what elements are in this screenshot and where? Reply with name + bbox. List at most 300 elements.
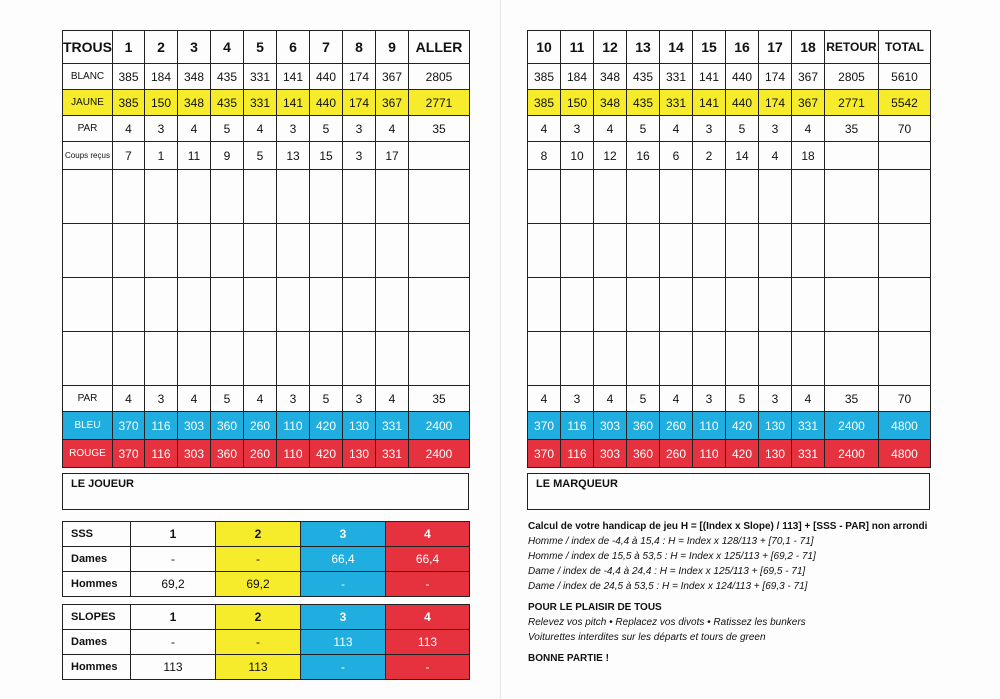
cell: 331	[660, 90, 693, 116]
calc-line: Dame / index de -4,4 à 24,4 : H = Index x 125/113 + [69,5 - 71]	[528, 566, 806, 577]
joueur-label: LE JOUEUR	[71, 478, 134, 490]
sss-dames-row	[63, 547, 470, 572]
score-cell[interactable]	[178, 170, 211, 224]
score-cell[interactable]	[660, 332, 693, 386]
cell: 5542	[879, 90, 931, 116]
cell: 130	[759, 412, 792, 440]
score-cell[interactable]	[244, 170, 277, 224]
cell: 4	[528, 116, 561, 142]
par-row	[63, 116, 470, 142]
score-cell[interactable]	[211, 170, 244, 224]
score-cell[interactable]	[310, 170, 343, 224]
hole-15: 15	[693, 31, 726, 64]
row-label: PAR	[63, 386, 113, 412]
cell: -	[301, 655, 386, 680]
cell: 348	[594, 90, 627, 116]
cell: 370	[113, 440, 145, 468]
cell: 420	[726, 412, 759, 440]
cell: 331	[792, 440, 825, 468]
tee-2: 2	[216, 605, 301, 630]
joueur-field[interactable]	[62, 473, 469, 510]
slopes-title: SLOPES	[63, 605, 131, 630]
hole-11: 11	[561, 31, 594, 64]
hole-5: 5	[244, 31, 277, 64]
hole-3: 3	[178, 31, 211, 64]
cell: 4	[244, 116, 277, 142]
score-cell[interactable]	[693, 170, 726, 224]
cell: 331	[376, 440, 409, 468]
par2-row	[63, 386, 470, 412]
score-cell[interactable]	[660, 224, 693, 278]
cell: 303	[594, 412, 627, 440]
score-cell[interactable]	[145, 332, 178, 386]
score-cell[interactable]	[825, 278, 879, 332]
cell: 360	[211, 440, 244, 468]
cell: 11	[178, 142, 211, 170]
score-cell[interactable]	[409, 332, 470, 386]
cell: 4	[792, 386, 825, 412]
score-cell[interactable]	[759, 224, 792, 278]
cell: 116	[561, 440, 594, 468]
cell: 5	[627, 386, 660, 412]
cell: 367	[792, 90, 825, 116]
blanc-row	[63, 64, 470, 90]
calc-line: Homme / index de -4,4 à 15,4 : H = Index x 128/113 + [70,1 - 71]	[528, 536, 814, 547]
cell: 3	[759, 116, 792, 142]
cell: 4	[376, 116, 409, 142]
cell: -	[131, 547, 216, 572]
rouge-row	[528, 440, 931, 468]
score-cell[interactable]	[594, 170, 627, 224]
score-cell[interactable]	[792, 332, 825, 386]
cell: 110	[277, 440, 310, 468]
score-cell[interactable]	[879, 224, 931, 278]
cell: 110	[693, 440, 726, 468]
cell: 4	[376, 386, 409, 412]
cell: 16	[627, 142, 660, 170]
marqueur-label: LE MARQUEUR	[536, 478, 618, 490]
bleu-row	[63, 412, 470, 440]
tee-1: 1	[131, 605, 216, 630]
score-cell[interactable]	[310, 332, 343, 386]
cell: 331	[792, 412, 825, 440]
cell: 2805	[409, 64, 470, 90]
tee-1: 1	[131, 522, 216, 547]
par-row	[528, 116, 931, 142]
cell: 260	[244, 440, 277, 468]
row-label: ROUGE	[63, 440, 113, 468]
score-row	[63, 332, 470, 386]
front-nine-scorecard	[62, 30, 470, 468]
cell: 6	[660, 142, 693, 170]
cell: 435	[627, 90, 660, 116]
score-cell[interactable]	[113, 278, 145, 332]
cell: 174	[759, 64, 792, 90]
cell: 141	[277, 90, 310, 116]
cell: -	[131, 630, 216, 655]
cell: 35	[825, 386, 879, 412]
score-cell[interactable]	[343, 278, 376, 332]
score-cell[interactable]	[343, 170, 376, 224]
row-label: Hommes	[63, 655, 131, 680]
cell: 370	[528, 440, 561, 468]
score-cell[interactable]	[561, 278, 594, 332]
cell: 4	[113, 386, 145, 412]
cell: 303	[594, 440, 627, 468]
header-row	[63, 31, 470, 64]
cell: 12	[594, 142, 627, 170]
cell: 4800	[879, 440, 931, 468]
score-cell[interactable]	[726, 224, 759, 278]
cell: -	[386, 655, 470, 680]
score-cell[interactable]	[879, 278, 931, 332]
score-cell[interactable]	[277, 224, 310, 278]
score-cell[interactable]	[376, 224, 409, 278]
row-label: JAUNE	[63, 90, 113, 116]
score-cell[interactable]	[594, 224, 627, 278]
cell: 13	[277, 142, 310, 170]
plaisir-line: Voiturettes interdites sur les départs et tours de green	[528, 632, 766, 643]
header-trous: TROUS	[63, 31, 113, 64]
score-cell[interactable]	[528, 332, 561, 386]
header-retour: RETOUR	[825, 31, 879, 64]
sss-hommes-row	[63, 572, 470, 597]
score-cell[interactable]	[211, 224, 244, 278]
marqueur-field[interactable]	[527, 473, 930, 510]
tee-3: 3	[301, 605, 386, 630]
cell: 303	[178, 440, 211, 468]
hole-18: 18	[792, 31, 825, 64]
score-cell[interactable]	[825, 224, 879, 278]
cell: 331	[244, 64, 277, 90]
cell: 35	[409, 116, 470, 142]
cell: 130	[343, 412, 376, 440]
cell: 4800	[879, 412, 931, 440]
score-cell[interactable]	[277, 278, 310, 332]
cell: 360	[627, 412, 660, 440]
cell: 331	[660, 64, 693, 90]
cell: 435	[211, 64, 244, 90]
sss-header-row	[63, 522, 470, 547]
score-cell[interactable]	[244, 224, 277, 278]
score-cell[interactable]	[145, 278, 178, 332]
score-cell[interactable]	[178, 332, 211, 386]
cell: 440	[726, 64, 759, 90]
cell: 303	[178, 412, 211, 440]
cell: 360	[627, 440, 660, 468]
score-cell[interactable]	[178, 224, 211, 278]
cell: 4	[660, 116, 693, 142]
cell: 4	[594, 116, 627, 142]
plaisir-title: POUR LE PLAISIR DE TOUS	[528, 602, 662, 613]
score-cell[interactable]	[627, 332, 660, 386]
cell	[879, 142, 931, 170]
cell: 110	[693, 412, 726, 440]
cell: 7	[113, 142, 145, 170]
cell: 5	[244, 142, 277, 170]
score-cell[interactable]	[660, 278, 693, 332]
cell: 184	[561, 64, 594, 90]
cell: 348	[178, 90, 211, 116]
score-cell[interactable]	[376, 332, 409, 386]
fold-line	[500, 0, 501, 699]
tee-2: 2	[216, 522, 301, 547]
score-cell[interactable]	[310, 224, 343, 278]
score-cell[interactable]	[660, 170, 693, 224]
score-cell[interactable]	[594, 332, 627, 386]
cell: 130	[343, 440, 376, 468]
cell: 184	[145, 64, 178, 90]
cell: 2771	[825, 90, 879, 116]
hole-13: 13	[627, 31, 660, 64]
cell: 3	[693, 116, 726, 142]
cell: 17	[376, 142, 409, 170]
score-cell[interactable]	[792, 224, 825, 278]
score-row	[63, 278, 470, 332]
coups-row	[63, 142, 470, 170]
calc-line: Dame / index de 24,5 à 53,5 : H = Index x 124/113 + [69,3 - 71]	[528, 581, 808, 592]
calc-title: Calcul de votre handicap de jeu H = [(Index x Slope) / 113] + [SSS - PAR] non arrondi	[528, 521, 928, 532]
score-row	[63, 170, 470, 224]
score-cell[interactable]	[409, 170, 470, 224]
cell: 5	[726, 386, 759, 412]
cell: -	[216, 547, 301, 572]
cell: 3	[343, 386, 376, 412]
cell: 385	[528, 90, 561, 116]
cell: 2	[693, 142, 726, 170]
cell: 116	[561, 412, 594, 440]
score-cell[interactable]	[113, 170, 145, 224]
cell	[409, 142, 470, 170]
cell: 385	[113, 64, 145, 90]
score-cell[interactable]	[759, 278, 792, 332]
cell: 260	[660, 412, 693, 440]
score-row	[528, 170, 931, 224]
plaisir-line: Relevez vos pitch • Replacez vos divots • Ratissez les bunkers	[528, 617, 806, 628]
score-cell[interactable]	[211, 278, 244, 332]
row-label: PAR	[63, 116, 113, 142]
hole-14: 14	[660, 31, 693, 64]
cell: 3	[693, 386, 726, 412]
cell: 4	[244, 386, 277, 412]
back-nine-scorecard	[527, 30, 931, 468]
cell: 5610	[879, 64, 931, 90]
cell: 2400	[825, 440, 879, 468]
score-cell[interactable]	[825, 170, 879, 224]
cell: -	[301, 572, 386, 597]
score-cell[interactable]	[594, 278, 627, 332]
hole-6: 6	[277, 31, 310, 64]
score-row	[528, 332, 931, 386]
cell: 4	[660, 386, 693, 412]
cell: 130	[759, 440, 792, 468]
cell: 2771	[409, 90, 470, 116]
score-cell[interactable]	[561, 224, 594, 278]
score-cell[interactable]	[879, 170, 931, 224]
score-cell[interactable]	[561, 170, 594, 224]
cell: 3	[277, 386, 310, 412]
score-cell[interactable]	[693, 224, 726, 278]
cell: 420	[726, 440, 759, 468]
score-cell[interactable]	[409, 224, 470, 278]
score-cell[interactable]	[528, 224, 561, 278]
cell: 3	[145, 116, 178, 142]
cell: 150	[561, 90, 594, 116]
cell: 331	[376, 412, 409, 440]
cell: -	[386, 572, 470, 597]
score-cell[interactable]	[759, 170, 792, 224]
cell: -	[216, 630, 301, 655]
score-cell[interactable]	[310, 278, 343, 332]
cell: 116	[145, 412, 178, 440]
cell: 2400	[409, 412, 470, 440]
tee-4: 4	[386, 522, 470, 547]
score-cell[interactable]	[244, 332, 277, 386]
cell: 3	[759, 386, 792, 412]
score-cell[interactable]	[759, 332, 792, 386]
cell: 385	[528, 64, 561, 90]
coups-row	[528, 142, 931, 170]
header-aller: ALLER	[409, 31, 470, 64]
cell: 10	[561, 142, 594, 170]
score-cell[interactable]	[145, 170, 178, 224]
jaune-row	[63, 90, 470, 116]
cell: 5	[211, 386, 244, 412]
score-cell[interactable]	[277, 170, 310, 224]
row-label: BLEU	[63, 412, 113, 440]
cell: 15	[310, 142, 343, 170]
cell: 70	[879, 116, 931, 142]
cell: 440	[310, 90, 343, 116]
cell: 141	[693, 90, 726, 116]
cell: 110	[277, 412, 310, 440]
score-cell[interactable]	[528, 170, 561, 224]
cell: 4	[759, 142, 792, 170]
row-label: Dames	[63, 630, 131, 655]
score-cell[interactable]	[726, 278, 759, 332]
slopes-dames-row	[63, 630, 470, 655]
cell: 66,4	[301, 547, 386, 572]
cell: 2400	[825, 412, 879, 440]
cell: 174	[759, 90, 792, 116]
cell: 348	[178, 64, 211, 90]
cell: 18	[792, 142, 825, 170]
hole-17: 17	[759, 31, 792, 64]
cell: 141	[277, 64, 310, 90]
score-cell[interactable]	[792, 170, 825, 224]
bleu-row	[528, 412, 931, 440]
score-cell[interactable]	[528, 278, 561, 332]
score-row	[528, 278, 931, 332]
score-cell[interactable]	[879, 332, 931, 386]
cell: 3	[145, 386, 178, 412]
score-cell[interactable]	[693, 332, 726, 386]
hole-10: 10	[528, 31, 561, 64]
bonne-partie: BONNE PARTIE !	[528, 653, 609, 664]
cell: 260	[660, 440, 693, 468]
cell: 420	[310, 412, 343, 440]
cell: 5	[310, 386, 343, 412]
cell: 435	[627, 64, 660, 90]
hole-9: 9	[376, 31, 409, 64]
row-label: BLANC	[63, 64, 113, 90]
cell: 360	[211, 412, 244, 440]
score-cell[interactable]	[145, 224, 178, 278]
score-cell[interactable]	[627, 224, 660, 278]
slopes-table	[62, 604, 470, 680]
cell: 260	[244, 412, 277, 440]
cell: 2400	[409, 440, 470, 468]
score-cell[interactable]	[409, 278, 470, 332]
score-cell[interactable]	[726, 170, 759, 224]
score-cell[interactable]	[561, 332, 594, 386]
score-cell[interactable]	[343, 224, 376, 278]
score-cell[interactable]	[726, 332, 759, 386]
cell: 9	[211, 142, 244, 170]
cell: 331	[244, 90, 277, 116]
cell: 370	[528, 412, 561, 440]
score-cell[interactable]	[343, 332, 376, 386]
hole-12: 12	[594, 31, 627, 64]
cell: 420	[310, 440, 343, 468]
rouge-row	[63, 440, 470, 468]
hole-16: 16	[726, 31, 759, 64]
score-cell[interactable]	[627, 170, 660, 224]
cell: 116	[145, 440, 178, 468]
score-cell[interactable]	[792, 278, 825, 332]
score-cell[interactable]	[244, 278, 277, 332]
cell: 70	[879, 386, 931, 412]
score-cell[interactable]	[376, 170, 409, 224]
calc-line: Homme / index de 15,5 à 53,5 : H = Index x 125/113 + [69,2 - 71]	[528, 551, 816, 562]
cell: 5	[310, 116, 343, 142]
cell: 3	[561, 116, 594, 142]
score-cell[interactable]	[627, 278, 660, 332]
cell: 113	[301, 630, 386, 655]
score-cell[interactable]	[277, 332, 310, 386]
score-cell[interactable]	[693, 278, 726, 332]
tee-3: 3	[301, 522, 386, 547]
row-label: Hommes	[63, 572, 131, 597]
cell: 435	[211, 90, 244, 116]
row-label: Dames	[63, 547, 131, 572]
score-cell[interactable]	[113, 332, 145, 386]
row-label: Coups reçus	[63, 142, 113, 170]
cell: 4	[528, 386, 561, 412]
blanc-row	[528, 64, 931, 90]
cell: 385	[113, 90, 145, 116]
cell: 141	[693, 64, 726, 90]
cell: 69,2	[216, 572, 301, 597]
score-cell[interactable]	[113, 224, 145, 278]
cell: 1	[145, 142, 178, 170]
cell	[825, 142, 879, 170]
cell: 3	[343, 116, 376, 142]
cell: 3	[277, 116, 310, 142]
cell: 440	[310, 64, 343, 90]
score-cell[interactable]	[376, 278, 409, 332]
cell: 3	[561, 386, 594, 412]
cell: 174	[343, 64, 376, 90]
score-row	[63, 224, 470, 278]
hole-1: 1	[113, 31, 145, 64]
cell: 4	[792, 116, 825, 142]
score-cell[interactable]	[211, 332, 244, 386]
cell: 4	[113, 116, 145, 142]
score-cell[interactable]	[825, 332, 879, 386]
score-cell[interactable]	[178, 278, 211, 332]
cell: 348	[594, 64, 627, 90]
